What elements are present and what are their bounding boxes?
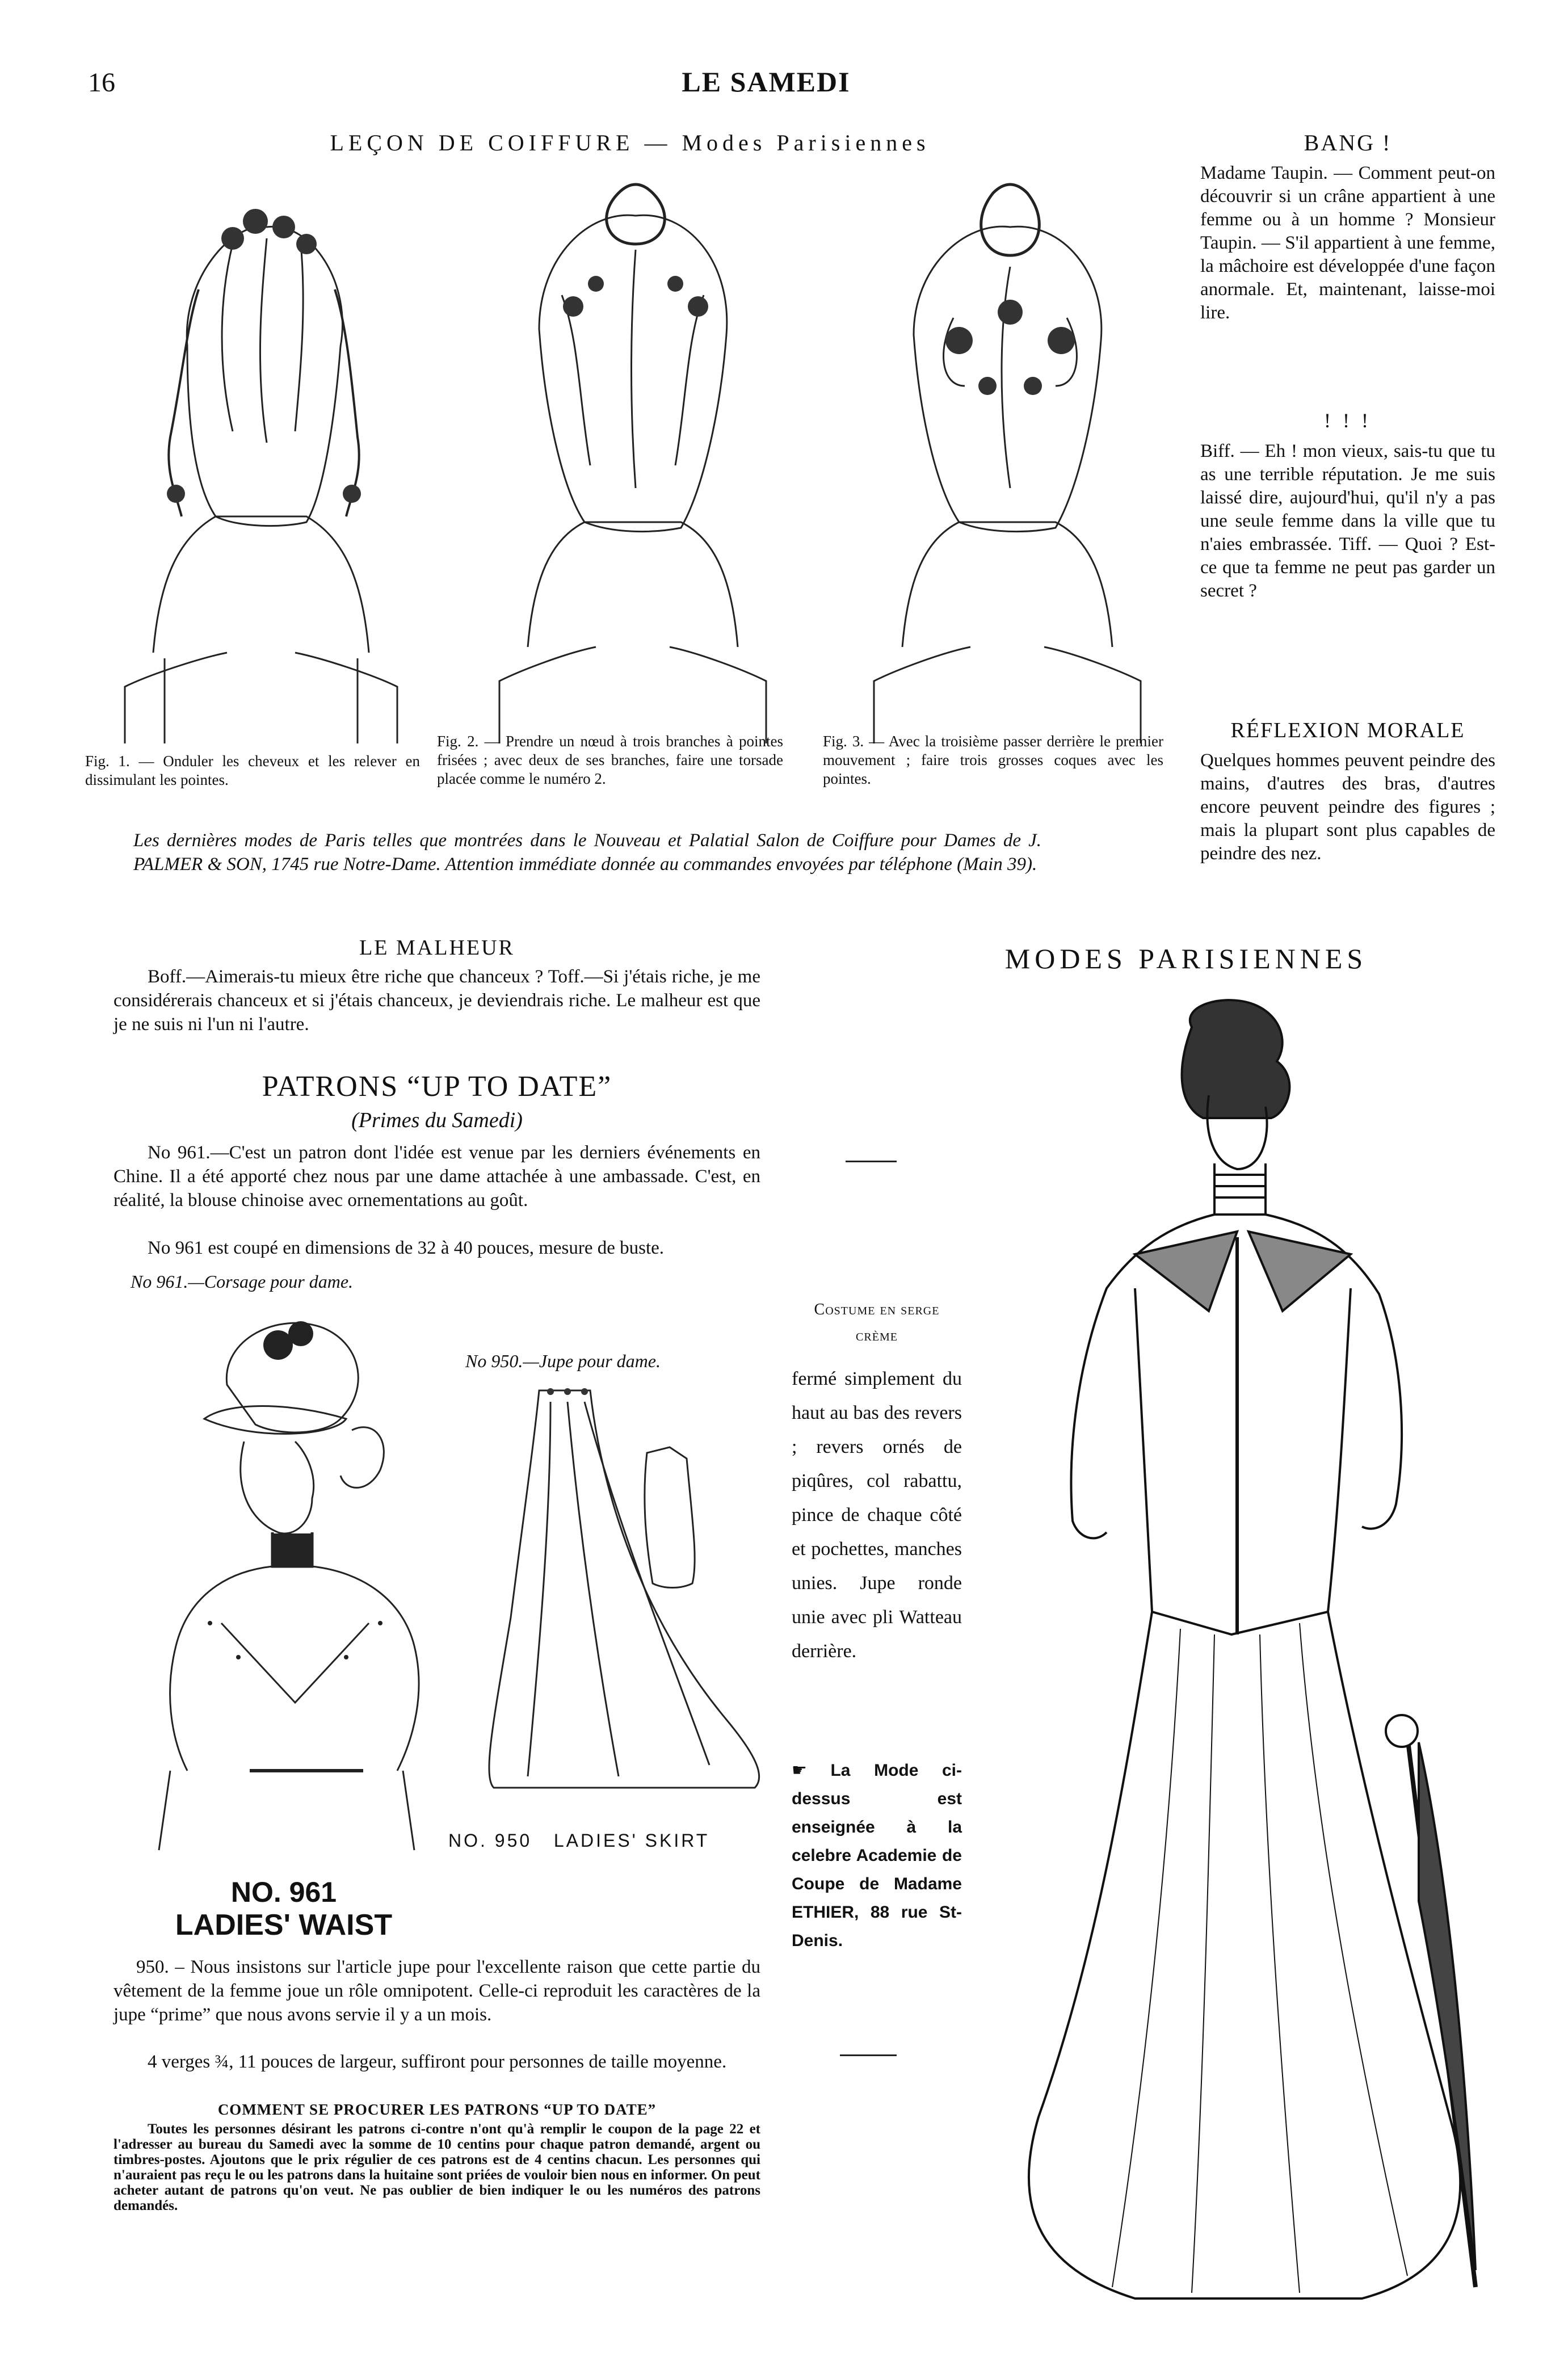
fig1-caption: Fig. 1. — Onduler les cheveux et les relever en dissimulant les pointes. <box>85 753 420 788</box>
ladies-waist-illustration <box>108 1305 471 1856</box>
label-961: No 961.—Corsage pour dame. <box>131 1271 354 1292</box>
reflexion-title: RÉFLEXION MORALE <box>1230 718 1465 742</box>
how-to-text: Toutes les personnes désirant les patrons ci-contre n'ont qu'à remplir le coupon de la page 22 et l'adresser au bureau du Samedi avec la somme de 10 centins pour chaque patron demandé, argent ou timbres-postes. Ajoutons que le prix régulier de ces patrons est de 4 centins chacun. Les personnes qui n'auraient pas reçu le ou les patrons dans la huitaine sont priées de vouloir bien nous en informer. On peut acheter autant de patrons qu'on veut. Ne pas oublier de bien indiquer le ou les numéros des patrons demandés. <box>113 2121 760 2213</box>
waist-number: NO. 961 <box>230 1876 337 1908</box>
skirt-caption: NO. 950 LADIES' SKIRT <box>448 1830 710 1851</box>
bang-title: BANG ! <box>1304 130 1392 156</box>
waist-label: LADIES' WAIST <box>175 1909 393 1942</box>
hairstyle-fig2-illustration <box>448 170 817 743</box>
ethier-text: ☛ La Mode ci-dessus est enseignée à la celebre Academie de Coupe de Madame ETHIER, 88 rue St-Denis. <box>792 1761 962 1950</box>
patrons-p4: 4 verges ¾, 11 pouces de largeur, suffiront pour personnes de taille moyenne. <box>148 2052 727 2072</box>
how-to-title: COMMENT SE PROCURER LES PATRONS “UP TO DATE” <box>217 2101 657 2118</box>
bang-text: Madame Taupin. — Comment peut-on découvrir si un crâne appartient à une femme ou à un homme ? Monsieur Taupin. — S'il appartient à une femme, la mâchoire est développée d'une façon anormale. Et, maintenant, laisse-moi lire. <box>1200 163 1495 323</box>
exclamations-text: Biff. — Eh ! mon vieux, sais-tu que tu as une terrible réputation. Je me suis laissé dire, aujourd'hui, qu'il n'y a pas une seule femme dans la ville que tu n'aies embrassée. Tiff. — Quoi ? Est-ce que ta femme ne peut pas garder un secret ? <box>1200 441 1495 601</box>
reflexion-text: Quelques hommes peuvent peindre des mains, d'autres des bras, d'autres encore peuvent peindre des figures ; mais la plupart sont plus capables de peindre des nez. <box>1200 750 1495 864</box>
fashion-plate-illustration <box>965 993 1510 2327</box>
costume-text: fermé simplement du haut au bas des revers ; revers ornés de piqûres, col rabattu, pince de chaque côté et pochettes, manches unies. Jupe ronde unie avec pli Watteau derrière. <box>792 1368 962 1662</box>
hairstyle-fig3-illustration <box>829 170 1180 743</box>
costume-title: Costume en serge crème <box>814 1301 940 1344</box>
costume-top-rule <box>846 1161 897 1162</box>
patrons-subtitle: (Primes du Samedi) <box>351 1108 523 1132</box>
coiffure-title: LEÇON DE COIFFURE — Modes Parisiennes <box>330 130 930 156</box>
patrons-p3: 950. – Nous insistons sur l'article jupe pour l'excellente raison que cette partie du vêtement de la femme joue un rôle omnipotent. Celle-ci reproduit les caractères de la jupe “prime” que nous avons servie il y a un mois. <box>113 1957 760 2025</box>
malheur-text: Boff.—Aimerais-tu mieux être riche que chanceux ? Toff.—Si j'étais riche, je me considérerais chanceux et si j'étais chanceux, je deviendrais riche. Le malheur est que je ne suis ni l'un ni l'autre. <box>113 967 760 1035</box>
costume-bottom-rule <box>840 2054 897 2056</box>
label-950: No 950.—Jupe pour dame. <box>465 1351 661 1371</box>
fig3-caption: Fig. 3. — Avec la troisième passer derrière le premier mouvement ; faire trois grosses coques avec les pointes. <box>823 733 1163 787</box>
patrons-title: PATRONS “UP TO DATE” <box>262 1070 612 1103</box>
fig2-caption: Fig. 2. — Prendre un nœud à trois branches à pointes frisées ; avec deux de ses branches, faire une torsade placée comme le numéro 2. <box>437 733 783 787</box>
malheur-title: LE MALHEUR <box>359 936 515 960</box>
page-number: 16 <box>88 68 115 98</box>
ladies-skirt-illustration <box>471 1379 789 1810</box>
exclamations-title: ! ! ! <box>1324 409 1372 432</box>
patrons-p2: No 961 est coupé en dimensions de 32 à 40 pouces, mesure de buste. <box>148 1238 665 1258</box>
patrons-p1: No 961.—C'est un patron dont l'idée est venue par les derniers événements en Chine. Il a été apporté chez nous par une dame attachée à une ambassade. C'est, en réalité, la blouse chinoise avec ornementations au goût. <box>113 1142 760 1211</box>
masthead-title: LE SAMEDI <box>682 66 851 98</box>
coiffure-note: Les dernières modes de Paris telles que montrées dans le Nouveau et Palatial Salon de Coiffure pour Dames de J. PALMER & SON, 1745 rue Notre-Dame. Attention immédiate donnée au commandes envoyées par téléphone (Main 39). <box>133 830 1041 875</box>
modes-title: MODES PARISIENNES <box>1004 943 1368 974</box>
hairstyle-fig1-illustration <box>85 176 437 743</box>
